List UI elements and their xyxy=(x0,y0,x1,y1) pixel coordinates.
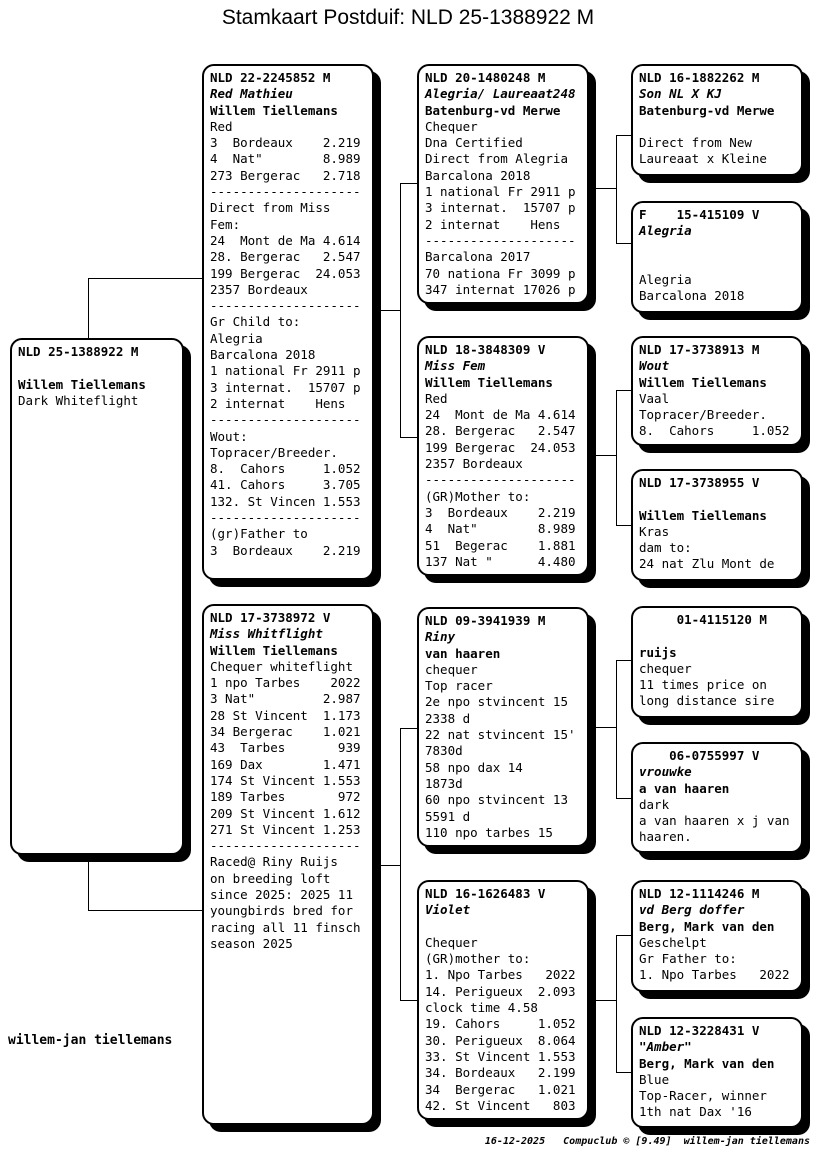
ring-number: NLD 18-3848309 V xyxy=(425,342,546,357)
box-line: 11 times price on xyxy=(639,677,767,693)
box-line: 5591 d xyxy=(425,808,471,824)
box-line: Chequer xyxy=(425,934,478,950)
connector-line xyxy=(374,865,401,866)
box-line: -------------------- xyxy=(210,838,361,854)
box-line: Vaal xyxy=(639,390,670,406)
box-line: (GR)mother to: xyxy=(425,951,531,967)
box-line: racing all 11 finsch xyxy=(210,919,361,935)
connector-line xyxy=(374,310,401,311)
box-line: 2357 Bordeaux xyxy=(425,456,523,472)
pedigree-box-dam xyxy=(202,604,374,1125)
connector-line xyxy=(400,183,401,438)
ring-number: NLD 25-1388922 M xyxy=(18,344,139,359)
box-line: 34 Bergerac 1.021 xyxy=(425,1081,576,1097)
box-line: 42. St Vincent 803 xyxy=(425,1097,576,1113)
box-line: Wout: xyxy=(210,428,248,444)
pedigree-box-dam-sire-dam xyxy=(631,742,803,853)
box-line: 2357 Bordeaux xyxy=(210,281,308,297)
box-line: Gr Child to: xyxy=(210,314,301,330)
box-line xyxy=(639,256,795,272)
box-line: (GR)Mother to: xyxy=(425,488,531,504)
ring-number: NLD 16-1626483 V xyxy=(425,886,546,901)
box-line: 22 nat stvincent 15' xyxy=(425,727,576,743)
ring-number: 06-0755997 V xyxy=(639,748,760,763)
box-line: 24 nat Zlu Mont de xyxy=(639,556,775,572)
box-line: Chequer whiteflight xyxy=(210,658,353,674)
box-line: Alegria xyxy=(210,330,263,346)
box-line: Direct from New xyxy=(639,135,752,151)
box-line: -------------------- xyxy=(425,232,576,248)
box-line: dam to: xyxy=(639,540,692,556)
connector-line xyxy=(400,728,401,1001)
box-line: ruijs xyxy=(639,644,677,660)
box-line: Chequer xyxy=(425,118,478,134)
box-line: Son NL X KJ xyxy=(639,86,722,102)
box-line: Direct from Alegria xyxy=(425,151,568,167)
box-line: Red xyxy=(210,118,233,134)
connector-line xyxy=(88,278,89,339)
box-line: van haaren xyxy=(425,645,501,661)
box-line: "Amber" xyxy=(639,1039,692,1055)
connector-line xyxy=(616,390,632,391)
box-line xyxy=(425,919,581,935)
box-line: since 2025: 2025 11 xyxy=(210,887,353,903)
connector-line xyxy=(589,727,617,728)
box-line: Willem Tiellemans xyxy=(639,507,767,523)
footer-credits: 16-12-2025 Compuclub © [9.49] willem-jan tiellemans xyxy=(484,1136,810,1147)
box-line: Red Mathieu xyxy=(210,86,293,102)
connector-line xyxy=(88,910,203,911)
box-line: Red xyxy=(425,390,448,406)
box-line: vrouwke xyxy=(639,764,692,780)
box-line: chequer xyxy=(425,661,478,677)
pedigree-box-dam-sire xyxy=(417,607,589,847)
pedigree-box-dam-sire-sire xyxy=(631,606,803,718)
ring-number: NLD 22-2245852 M xyxy=(210,70,331,85)
box-line: 70 nationa Fr 3099 p xyxy=(425,265,576,281)
box-line: 2 internat Hens xyxy=(425,216,561,232)
box-line: chequer xyxy=(639,660,692,676)
ring-number: NLD 16-1882262 M xyxy=(639,70,760,85)
box-line: 58 npo dax 14 xyxy=(425,759,523,775)
box-line: 3 internat. 15707 p xyxy=(210,379,361,395)
box-line: 1 national Fr 2911 p xyxy=(425,184,576,200)
box-line: 28. Bergerac 2.547 xyxy=(210,249,361,265)
connector-line xyxy=(88,278,203,279)
box-line: Top racer xyxy=(425,678,493,694)
box-line: Alegria xyxy=(639,272,692,288)
pedigree-box-dam-dam xyxy=(417,880,589,1120)
box-line: on breeding loft xyxy=(210,870,331,886)
ring-number: NLD 17-3738955 V xyxy=(639,475,760,490)
box-line: 271 St Vincent 1.253 xyxy=(210,821,361,837)
box-line: Alegria/ Laureaat248 xyxy=(425,86,576,102)
box-line: 41. Cahors 3.705 xyxy=(210,477,361,493)
box-line: Riny xyxy=(425,629,456,645)
box-line: Fem: xyxy=(210,216,241,232)
ring-number: NLD 12-1114246 M xyxy=(639,886,760,901)
connector-line xyxy=(400,437,418,438)
box-line: Berg, Mark van den xyxy=(639,1055,775,1071)
box-line: Laureaat x Kleine xyxy=(639,151,767,167)
box-line: Miss Whitflight xyxy=(210,626,323,642)
box-line: haaren. xyxy=(639,829,692,845)
box-line: 199 Bergerac 24.053 xyxy=(425,439,576,455)
box-line: Miss Fem xyxy=(425,358,486,374)
box-line: Willem Tiellemans xyxy=(425,374,553,390)
box-line: Violet xyxy=(425,902,471,918)
box-line: youngbirds bred for xyxy=(210,903,353,919)
box-line: 2338 d xyxy=(425,710,471,726)
box-line: Topracer/Breeder. xyxy=(210,444,338,460)
connector-line xyxy=(589,1000,617,1001)
connector-line xyxy=(616,798,632,799)
pedigree-box-sire-dam-sire xyxy=(631,336,803,446)
pedigree-box-sire-sire-sire xyxy=(631,64,803,176)
box-line xyxy=(639,628,795,644)
box-line: 209 St Vincent 1.612 xyxy=(210,805,361,821)
box-line: -------------------- xyxy=(210,510,361,526)
box-line: 51 Begerac 1.881 xyxy=(425,537,576,553)
box-line: Barcalona 2018 xyxy=(425,167,531,183)
box-line: Topracer/Breeder. xyxy=(639,407,767,423)
box-line: Blue xyxy=(639,1071,670,1087)
connector-line xyxy=(400,1000,418,1001)
box-line: 30. Perigueux 8.064 xyxy=(425,1032,576,1048)
ring-number: NLD 09-3941939 M xyxy=(425,613,546,628)
box-line: 3 Bordeaux 2.219 xyxy=(425,504,576,520)
box-line: -------------------- xyxy=(210,298,361,314)
box-line: Gr Father to: xyxy=(639,951,737,967)
box-line: Alegria xyxy=(639,223,692,239)
box-line: 3 Bordeaux 2.219 xyxy=(210,542,361,558)
box-line: 4 Nat" 8.989 xyxy=(210,151,361,167)
pedigree-box-dam-dam-sire xyxy=(631,880,803,992)
box-line: Willem Tiellemans xyxy=(210,642,338,658)
connector-line xyxy=(88,855,89,911)
pedigree-box-sire-dam xyxy=(417,336,589,576)
connector-line xyxy=(616,390,617,526)
box-line: 24 Mont de Ma 4.614 xyxy=(210,232,361,248)
page-title: Stamkaart Postduif: NLD 25-1388922 M xyxy=(221,6,595,29)
box-line xyxy=(18,360,176,376)
box-line: 19. Cahors 1.052 xyxy=(425,1016,576,1032)
box-line xyxy=(639,240,795,256)
connector-line xyxy=(616,660,632,661)
box-line: 8. Cahors 1.052 xyxy=(210,461,361,477)
box-line: 137 Nat " 4.480 xyxy=(425,553,576,569)
ring-number: NLD 20-1480248 M xyxy=(425,70,546,85)
box-line: Wout xyxy=(639,358,670,374)
box-line: 1 national Fr 2911 p xyxy=(210,363,361,379)
pedigree-box-sire-sire xyxy=(417,64,589,304)
box-line: Willem Tiellemans xyxy=(18,376,146,392)
box-line: 1. Npo Tarbes 2022 xyxy=(425,967,576,983)
ring-number: 01-4115120 M xyxy=(639,612,767,627)
pedigree-box-sire-sire-dam xyxy=(631,201,803,313)
connector-line xyxy=(400,728,418,729)
box-line: 169 Dax 1.471 xyxy=(210,756,361,772)
box-line: Raced@ Riny Ruijs xyxy=(210,854,338,870)
box-line: 1th nat Dax '16 xyxy=(639,1104,752,1120)
connector-line xyxy=(400,183,418,184)
box-line: 28 St Vincent 1.173 xyxy=(210,707,361,723)
pedigree-box-sire xyxy=(202,64,374,580)
box-line: Willem Tiellemans xyxy=(210,102,338,118)
box-line: Dark Whiteflight xyxy=(18,392,139,408)
box-line: long distance sire xyxy=(639,693,775,709)
box-line: Willem Tiellemans xyxy=(639,374,767,390)
box-line: 199 Bergerac 24.053 xyxy=(210,265,361,281)
breeder-watermark: willem-jan tiellemans xyxy=(8,1033,173,1048)
box-line: 2e npo stvincent 15 xyxy=(425,694,568,710)
box-line: Kras xyxy=(639,523,670,539)
box-line xyxy=(639,119,795,135)
connector-line xyxy=(616,525,632,526)
box-line: 189 Tarbes 972 xyxy=(210,789,361,805)
connector-line xyxy=(616,935,632,936)
box-line: -------------------- xyxy=(210,184,361,200)
connector-line xyxy=(616,135,617,244)
box-line: 34. Bordeaux 2.199 xyxy=(425,1065,576,1081)
box-line: Barcalona 2017 xyxy=(425,249,531,265)
box-line: Batenburg-vd Merwe xyxy=(425,102,561,118)
box-line: Dna Certified xyxy=(425,135,523,151)
box-line: 14. Perigueux 2.093 xyxy=(425,983,576,999)
ring-number: NLD 17-3738972 V xyxy=(210,610,331,625)
box-line: 33. St Vincent 1.553 xyxy=(425,1048,576,1064)
connector-line xyxy=(616,135,632,136)
box-line: 132. St Vincen 1.553 xyxy=(210,493,361,509)
pedigree-box-subject xyxy=(10,338,184,855)
box-line: 7830d xyxy=(425,743,463,759)
box-line: 3 Bordeaux 2.219 xyxy=(210,135,361,151)
box-line: 28. Bergerac 2.547 xyxy=(425,423,576,439)
box-line: 24 Mont de Ma 4.614 xyxy=(425,407,576,423)
connector-line xyxy=(589,455,617,456)
box-line: 2 internat Hens xyxy=(210,395,346,411)
box-line: Geschelpt xyxy=(639,934,707,950)
box-line: 34 Bergerac 1.021 xyxy=(210,724,361,740)
connector-line xyxy=(616,1072,632,1073)
box-line: 3 internat. 15707 p xyxy=(425,200,576,216)
ring-number: F 15-415109 V xyxy=(639,207,760,222)
box-line: 8. Cahors 1.052 xyxy=(639,423,790,439)
box-line: clock time 4.58 xyxy=(425,1000,538,1016)
connector-line xyxy=(589,188,617,189)
connector-line xyxy=(616,243,632,244)
box-line: Top-Racer, winner xyxy=(639,1088,767,1104)
connector-line xyxy=(616,660,617,799)
box-line: dark xyxy=(639,796,670,812)
box-line: 174 St Vincent 1.553 xyxy=(210,772,361,788)
box-line: 1873d xyxy=(425,775,463,791)
box-line: -------------------- xyxy=(425,472,576,488)
box-line: Direct from Miss xyxy=(210,200,331,216)
box-line: season 2025 xyxy=(210,935,293,951)
box-line: Berg, Mark van den xyxy=(639,918,775,934)
box-line: 3 Nat" 2.987 xyxy=(210,691,361,707)
box-line: 1. Npo Tarbes 2022 xyxy=(639,967,790,983)
box-line: Batenburg-vd Merwe xyxy=(639,102,775,118)
box-line xyxy=(639,491,795,507)
pedigree-box-dam-dam-dam xyxy=(631,1017,803,1128)
box-line: 347 internat 17026 p xyxy=(425,281,576,297)
box-line: 43 Tarbes 939 xyxy=(210,740,361,756)
connector-line xyxy=(616,935,617,1073)
ring-number: NLD 17-3738913 M xyxy=(639,342,760,357)
box-line: vd Berg doffer xyxy=(639,902,745,918)
box-line: -------------------- xyxy=(210,412,361,428)
box-line: 60 npo stvincent 13 xyxy=(425,792,568,808)
box-line: Barcalona 2018 xyxy=(210,347,316,363)
box-line: Barcalona 2018 xyxy=(639,288,745,304)
box-line: 4 Nat" 8.989 xyxy=(425,521,576,537)
pedigree-box-sire-dam-dam xyxy=(631,469,803,581)
box-line: (gr)Father to xyxy=(210,526,308,542)
box-line: a van haaren x j van xyxy=(639,813,790,829)
box-line: a van haaren xyxy=(639,780,730,796)
box-line: 110 npo tarbes 15 xyxy=(425,824,553,840)
ring-number: NLD 12-3228431 V xyxy=(639,1023,760,1038)
box-line: 273 Bergerac 2.718 xyxy=(210,167,361,183)
box-line: 1 npo Tarbes 2022 xyxy=(210,675,361,691)
